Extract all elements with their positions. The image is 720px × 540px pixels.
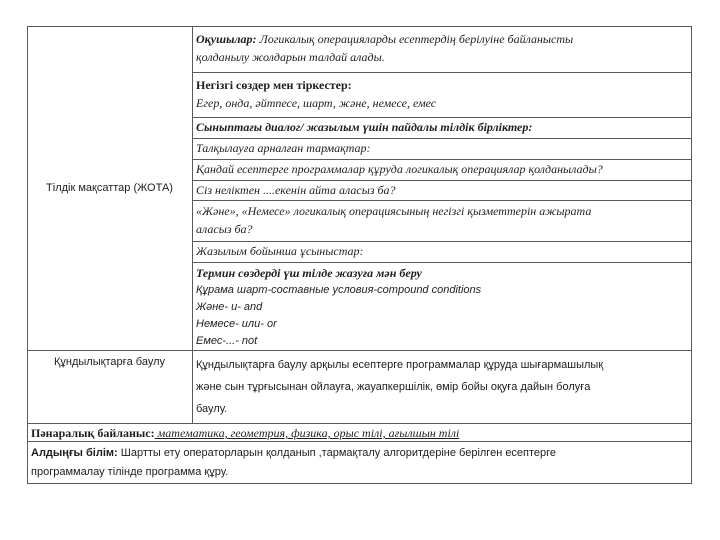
row-divider bbox=[192, 138, 692, 139]
key-words-title: Негізгі сөздер мен тіркестер: bbox=[196, 78, 352, 92]
key-words: Егер, онда, әйтпесе, шарт, және, немесе, емес bbox=[196, 96, 437, 110]
question-1: Қандай есептерге программалар құруда логикалық операциялар қолданылады? bbox=[196, 162, 603, 176]
interdisciplinary-label: Пәнаралық байланыс: bbox=[31, 426, 155, 440]
interdisciplinary-subjects: математика, геометрия, физика, орыс тілі, ағылшын тілі bbox=[154, 426, 460, 440]
prior-knowledge-text: Шартты ету операторларын қолданып ,тармақталу алгоритдеріне берілген есептерге bbox=[117, 447, 557, 459]
values-label: Құндылықтарға баулу bbox=[54, 356, 165, 368]
prior-knowledge bbox=[31, 444, 556, 462]
term-2: Және- и- and bbox=[196, 301, 263, 313]
row-divider bbox=[27, 423, 692, 424]
term-4: Емес-...- not bbox=[196, 335, 258, 347]
row-divider bbox=[192, 180, 692, 181]
row-divider bbox=[192, 72, 692, 73]
students-objective-line2: қолданылу жолдарын талдай алады. bbox=[196, 50, 385, 64]
row-divider bbox=[192, 117, 692, 118]
term-1: Құрама шарт-составные условия-compound conditions bbox=[196, 284, 482, 296]
students-text: Логикалық операцияларды есептердің берілуіне байланысты bbox=[256, 32, 574, 46]
question-3-line2: аласыз ба? bbox=[196, 222, 253, 236]
row-divider bbox=[192, 262, 692, 263]
students-objective bbox=[196, 31, 573, 48]
row-divider bbox=[192, 200, 692, 201]
table-border-top bbox=[27, 26, 692, 27]
discussion-title: Талқылауға арналған тармақтар: bbox=[196, 141, 371, 155]
question-3: «Және», «Немесе» логикалық операциясының негізгі қызметтерін ажырата bbox=[196, 204, 592, 218]
dialog-title: Сыныптағы диалог/ жазылым үшін пайдалы тілдік бірліктер: bbox=[196, 120, 533, 134]
question-2: Сіз неліктен ....екенін айта аласыз ба? bbox=[196, 183, 396, 197]
row-divider bbox=[192, 159, 692, 160]
prior-knowledge-label: Алдыңғы білім: bbox=[31, 447, 118, 459]
values-text-line3: баулу. bbox=[196, 403, 228, 415]
language-objectives-label: Тілдік мақсаттар (ЖОТА) bbox=[46, 182, 173, 194]
interdisciplinary-links bbox=[31, 425, 459, 442]
table-border-left bbox=[27, 26, 28, 484]
writing-title: Жазылым бойынша ұсыныстар: bbox=[196, 244, 364, 258]
prior-knowledge-line2: программалау тілінде программа құру. bbox=[31, 466, 229, 478]
term-3: Немесе- или- or bbox=[196, 318, 277, 330]
table-border-bottom bbox=[27, 483, 692, 484]
column-divider bbox=[192, 26, 193, 423]
students-prefix: Оқушылар: bbox=[196, 32, 257, 46]
terms-title: Термин сөздерді үш тілде жазуға мән беру bbox=[196, 266, 422, 280]
row-divider bbox=[27, 350, 692, 351]
lesson-plan-table bbox=[27, 26, 692, 484]
row-divider bbox=[192, 241, 692, 242]
values-text-line2: және сын тұрғысынан ойлауға, жауапкершілік, өмір бойы оқуға дайын болуға bbox=[196, 381, 591, 393]
table-border-right bbox=[691, 26, 692, 484]
values-text: Құндылықтарға баулу арқылы есептерге программалар құруда шығармашылық bbox=[196, 359, 604, 371]
